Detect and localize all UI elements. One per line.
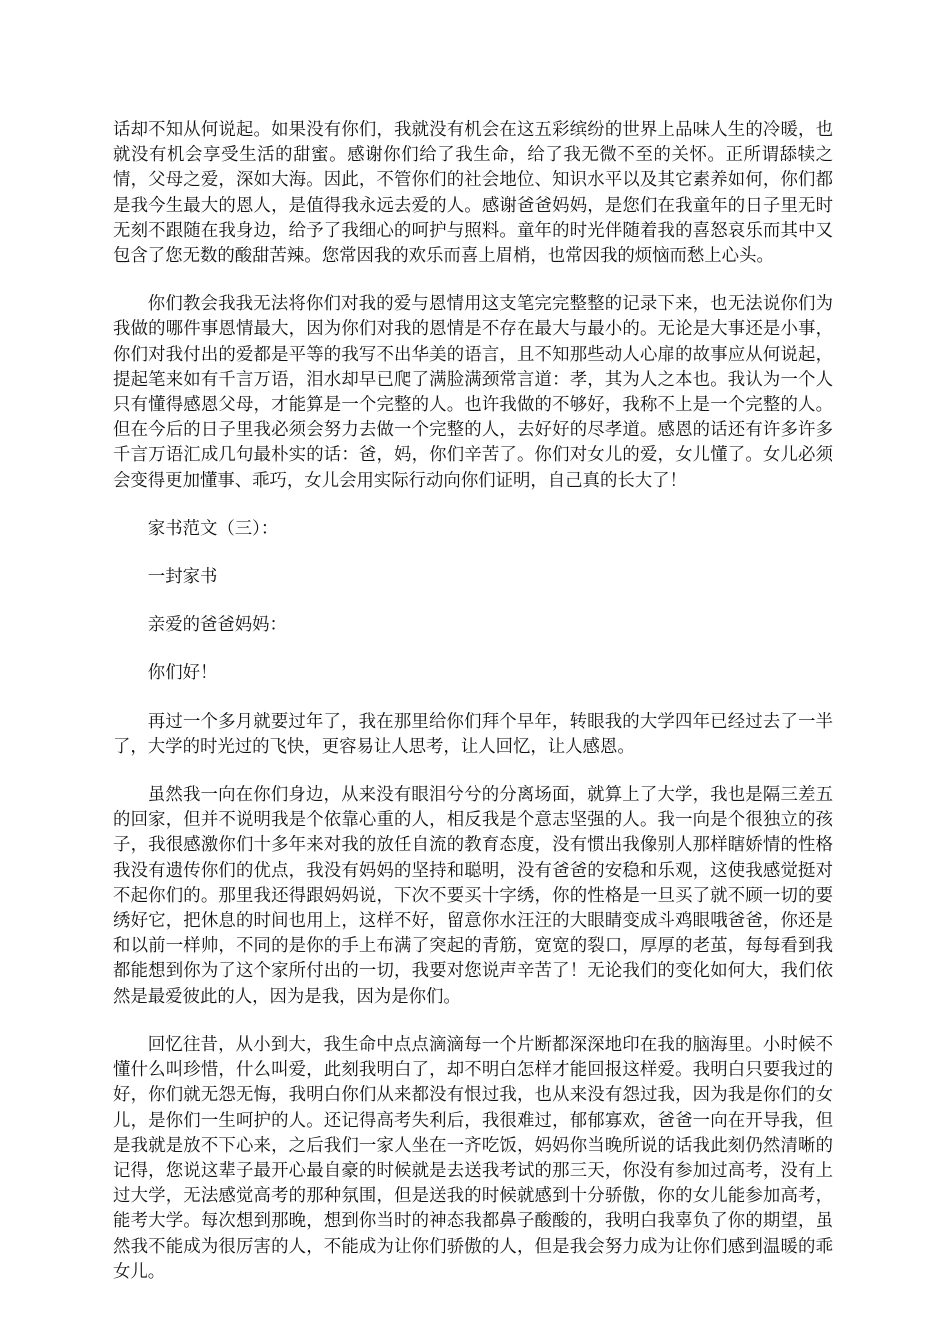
letter-paragraph-independence: 虽然我一向在你们身边，从来没有眼泪兮兮的分离场面，就算上了大学，我也是隔三差五的回家，但并不说明我是个依靠心重的人，相反我是个意志坚强的人。我一向是个很独立的孩子，我很感激你们十多年来对我的放任自流的教育态度，没有惯出我像别人那样瞎娇情的性格我没有遗传你们的优点，我没有妈妈的坚持和聪明，没有爸爸的安稳和乐观，这使我感觉挺对不起你们的。那里我还得跟妈妈说，下次不要买十字绣，你的性格是一旦买了就不顾一切的要绣好它，把休息的时间也用上，这样不好，留意你水汪汪的大眼睛变成斗鸡眼哦爸爸，你还是和以前一样帅，不同的是你的手上布满了突起的青筋，宽宽的裂口，厚厚的老茧，每每看到我都能想到你为了这个家所付出的一切，我要对您说声辛苦了！无论我们的变化如何大，我们依然是最爱彼此的人，因为是我，因为是你们。 bbox=[113, 785, 833, 1007]
letter-title: 一封家书 bbox=[147, 567, 218, 588]
letter-salutation: 亲爱的爸爸妈妈： bbox=[147, 615, 287, 636]
section-heading: 家书范文（三）： bbox=[147, 518, 279, 539]
letter-paragraph-memories: 回忆往昔，从小到大，我生命中点点滴滴每一个片断都深深地印在我的脑海里。小时候不懂什么叫珍惜，什么叫爱，此刻我明白了，却不明白怎样才能回报这样爱。我明白只要我过的好，你们就无怨无悔，我明白你们从来都没有恨过我，也从来没有怨过我，因为我是你们的女儿，是你们一生呵护的人。还记得高考失利后，我很难过，郁郁寡欢，爸爸一向在开导我，但是我就是放不下心来，之后我们一家人坐在一齐吃饭，妈妈你当晚所说的话我此刻仍然清晰的记得，您说这辈子最开心最自豪的时候就是去送我考试的那三天，你没有参加过高考，没有上过大学，无法感觉高考的那种氛围，但是送我的时候就感到十分骄傲，你的女儿能参加高考，能考大学。每次想到那晚，想到你当时的神态我都鼻子酸酸的，我明白我辜负了你的期望，虽然我不能成为很厉害的人，不能成为让你们骄傲的人，但是我会努力成为让你们感到温暖的乖女儿。 bbox=[113, 1034, 833, 1282]
document-page bbox=[113, 118, 833, 1308]
paragraph-gratitude: 你们教会我我无法将你们对我的爱与恩情用这支笔完完整整的记录下来，也无法说你们为我做的哪件事恩情最大，因为你们对我的恩情是不存在最大与最小的。无论是大事还是小事，你们对我付出的爱都是平等的我写不出华美的语言，且不知那些动人心扉的故事应从何说起，提起笔来如有千言万语，泪水却早已爬了满脸满颈常言道：孝，其为人之本也。我认为一个人只有懂得感恩父母，才能算是一个完整的人。也许我做的不够好，我称不上是一个完整的人。但在今后的日子里我必须会努力去做一个完整的人，去好好的尽孝道。感恩的话还有许多许多千言万语汇成几句最朴实的话：爸，妈，你们辛苦了。你们对女儿的爱，女儿懂了。女儿必须会变得更加懂事、乖巧，女儿会用实际行动向你们证明，自己真的长大了！ bbox=[113, 294, 833, 491]
letter-paragraph-new-year: 再过一个多月就要过年了，我在那里给你们拜个早年，转眼我的大学四年已经过去了一半了，大学的时光过的飞快，更容易让人思考，让人回忆，让人感恩。 bbox=[113, 711, 833, 757]
letter-greeting: 你们好！ bbox=[147, 663, 218, 684]
paragraph-continued-intro: 话却不知从何说起。如果没有你们，我就没有机会在这五彩缤纷的世界上品味人生的冷暖，也就没有机会享受生活的甜蜜。感谢你们给了我生命，给了我无微不至的关怀。正所谓舔犊之情，父母之爱，深如大海。因此，不管你们的社会地位、知识水平以及其它素养如何，你们都是我今生最大的恩人，是值得我永远去爱的人。感谢爸爸妈妈，是您们在我童年的日子里无时无刻不跟随在我身边，给予了我细心的呵护与照料。童年的时光伴随着我的喜怒哀乐而其中又包含了您无数的酸甜苦辣。您常因我的欢乐而喜上眉梢，也常因我的烦恼而愁上心头。 bbox=[113, 120, 833, 267]
